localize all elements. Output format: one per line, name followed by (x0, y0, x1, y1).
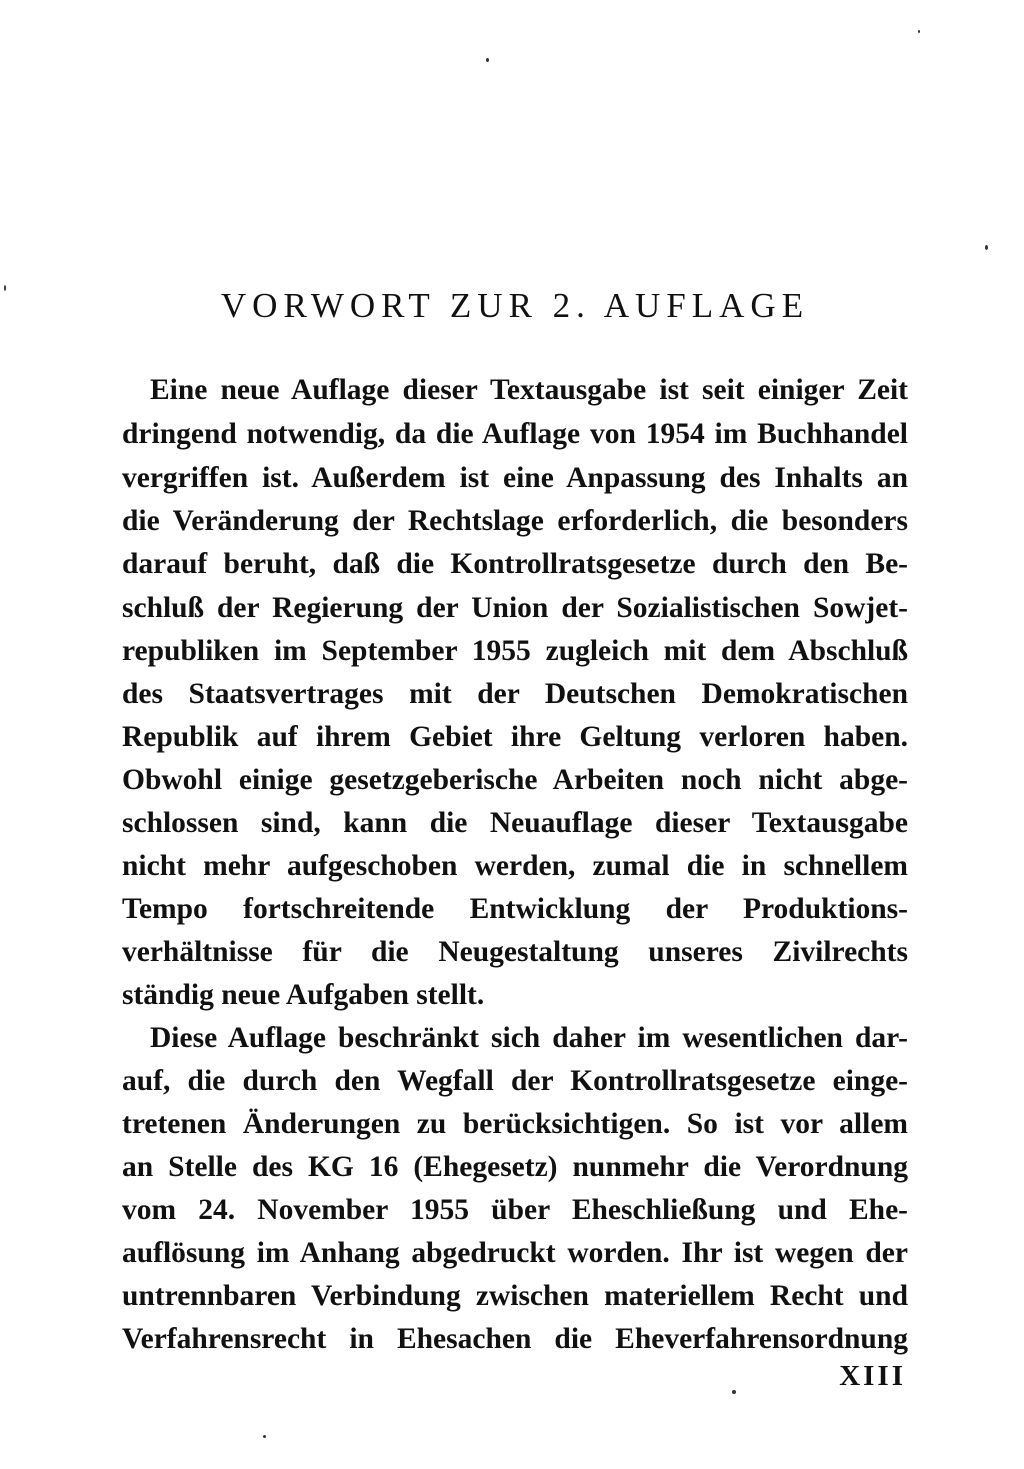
text-line: auf, die durch den Wegfall der Kontrollratsgesetze einge- (122, 1065, 908, 1097)
text-line: des Staatsvertrages mit der Deutschen Demokratischen (122, 678, 908, 710)
text-line: schluß der Regierung der Union der Sozialistischen Sowjet- (122, 592, 908, 624)
text-line: vergriffen ist. Außerdem ist eine Anpassung des Inhalts an (122, 462, 908, 494)
text-line: untrennbaren Verbindung zwischen materiellem Recht und (122, 1280, 908, 1312)
text-line: Eine neue Auflage dieser Textausgabe ist seit einiger Zeit (150, 374, 908, 406)
page-number: XIII (839, 1360, 906, 1392)
scan-speck (486, 58, 489, 62)
text-line: Diese Auflage beschränkt sich daher im wesentlichen dar- (150, 1022, 908, 1054)
text-line: dringend notwendig, da die Auflage von 1954 im Buchhandel (122, 418, 908, 450)
text-line: ständig neue Aufgaben stellt. (122, 979, 485, 1011)
page-title: VORWORT ZUR 2. AUFLAGE (220, 286, 810, 325)
text-line: nicht mehr aufgeschoben werden, zumal die in schnellem (122, 850, 908, 882)
scan-speck (4, 285, 6, 291)
scan-speck (918, 30, 920, 33)
scan-speck (985, 245, 988, 250)
text-line: tretenen Änderungen zu berücksichtigen. So ist vor allem (122, 1108, 908, 1140)
text-line: Verfahrensrecht in Ehesachen die Eheverfahrensordnung (122, 1323, 908, 1355)
text-line: darauf beruht, daß die Kontrollratsgesetze durch den Be- (122, 548, 908, 580)
scan-speck (732, 1390, 736, 1394)
text-line: die Veränderung der Rechtslage erforderlich, die besonders (122, 505, 908, 537)
text-line: Tempo fortschreitende Entwicklung der Produktions- (122, 893, 908, 925)
text-line: Republik auf ihrem Gebiet ihre Geltung verloren haben. (122, 721, 908, 753)
scan-speck (263, 1435, 266, 1438)
text-line: an Stelle des KG 16 (Ehegesetz) nunmehr die Verordnung (122, 1151, 908, 1183)
text-line: vom 24. November 1955 über Eheschließung und Ehe- (122, 1194, 908, 1226)
text-line: verhältnisse für die Neugestaltung unseres Zivilrechts (122, 936, 908, 968)
text-line: schlossen sind, kann die Neuauflage dieser Textausgabe (122, 807, 908, 839)
text-line: republiken im September 1955 zugleich mit dem Abschluß (122, 635, 908, 667)
text-line: Obwohl einige gesetzgeberische Arbeiten noch nicht abge- (122, 764, 908, 796)
text-line: auflösung im Anhang abgedruckt worden. Ihr ist wegen der (122, 1237, 908, 1269)
